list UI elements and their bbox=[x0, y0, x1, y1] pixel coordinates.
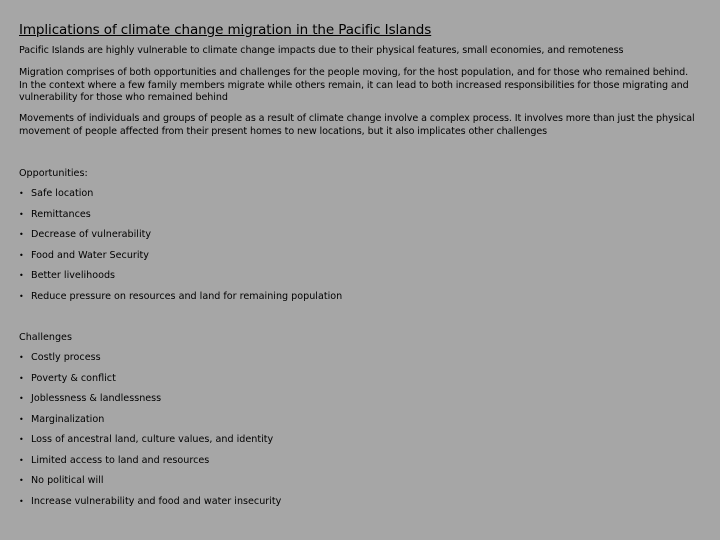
paragraph-vulnerability: Pacific Islands are highly vulnerable to climate change impacts due to their physical features, small economies, and remoteness bbox=[19, 45, 624, 56]
list-item-label: Safe location bbox=[31, 188, 94, 199]
challenges-heading: Challenges bbox=[19, 332, 72, 343]
list-item-label: Reduce pressure on resources and land for remaining population bbox=[31, 290, 343, 302]
bullet-icon: • bbox=[19, 353, 24, 362]
list-item bbox=[19, 228, 342, 249]
list-item-label: Food and Water Security bbox=[31, 249, 149, 261]
bullet-icon: • bbox=[19, 209, 24, 219]
list-item-label: Remittances bbox=[31, 208, 91, 220]
bullet-icon: • bbox=[19, 271, 24, 280]
list-item bbox=[19, 249, 342, 270]
opportunities-list bbox=[19, 187, 342, 310]
slide-title: Implications of climate change migration in the Pacific Islands bbox=[19, 22, 432, 38]
bullet-icon: • bbox=[19, 455, 24, 465]
list-item bbox=[19, 187, 342, 208]
list-item-label: No political will bbox=[31, 475, 104, 486]
list-item-label: Limited access to land and resources bbox=[31, 454, 210, 466]
paragraph-movements: Movements of individuals and groups of people as a result of climate change involve a complex process. It involves more than just the physical movement of people affected from their present homes to new locations, but it also implicates other challenges bbox=[19, 113, 695, 137]
bullet-icon: • bbox=[19, 291, 24, 301]
bullet-icon: • bbox=[19, 435, 24, 444]
list-item bbox=[19, 392, 281, 413]
opportunities-heading: Opportunities: bbox=[19, 168, 88, 179]
list-item bbox=[19, 351, 281, 372]
list-item-label: Poverty & conflict bbox=[31, 372, 116, 384]
list-item bbox=[19, 474, 281, 495]
bullet-icon: • bbox=[19, 373, 24, 383]
bullet-icon: • bbox=[19, 189, 24, 198]
list-item bbox=[19, 372, 281, 393]
list-item-label: Marginalization bbox=[31, 413, 105, 425]
bullet-icon: • bbox=[19, 476, 24, 485]
list-item bbox=[19, 433, 281, 454]
bullet-icon: • bbox=[19, 414, 24, 424]
list-item-label: Joblessness & landlessness bbox=[31, 393, 162, 404]
list-item-label: Better livelihoods bbox=[31, 270, 116, 281]
list-item bbox=[19, 290, 342, 311]
bullet-icon: • bbox=[19, 496, 24, 506]
list-item-label: Costly process bbox=[31, 352, 101, 363]
list-item-label: Loss of ancestral land, culture values, and identity bbox=[31, 434, 274, 445]
list-item bbox=[19, 269, 342, 290]
list-item bbox=[19, 413, 281, 434]
bullet-icon: • bbox=[19, 230, 24, 239]
paragraph-migration: Migration comprises of both opportunities and challenges for the people moving, for the host population, and for those who remained behind. In the context where a few family members migrate while others remain, it can lead to both increased responsibilities for those migrating and vulnerability for those who remained behind bbox=[19, 67, 689, 104]
challenges-list bbox=[19, 351, 281, 515]
list-item bbox=[19, 495, 281, 516]
list-item-label: Decrease of vulnerability bbox=[31, 229, 152, 240]
list-item bbox=[19, 454, 281, 475]
list-item bbox=[19, 208, 342, 229]
bullet-icon: • bbox=[19, 394, 24, 403]
list-item-label: Increase vulnerability and food and water insecurity bbox=[31, 495, 282, 507]
bullet-icon: • bbox=[19, 250, 24, 260]
